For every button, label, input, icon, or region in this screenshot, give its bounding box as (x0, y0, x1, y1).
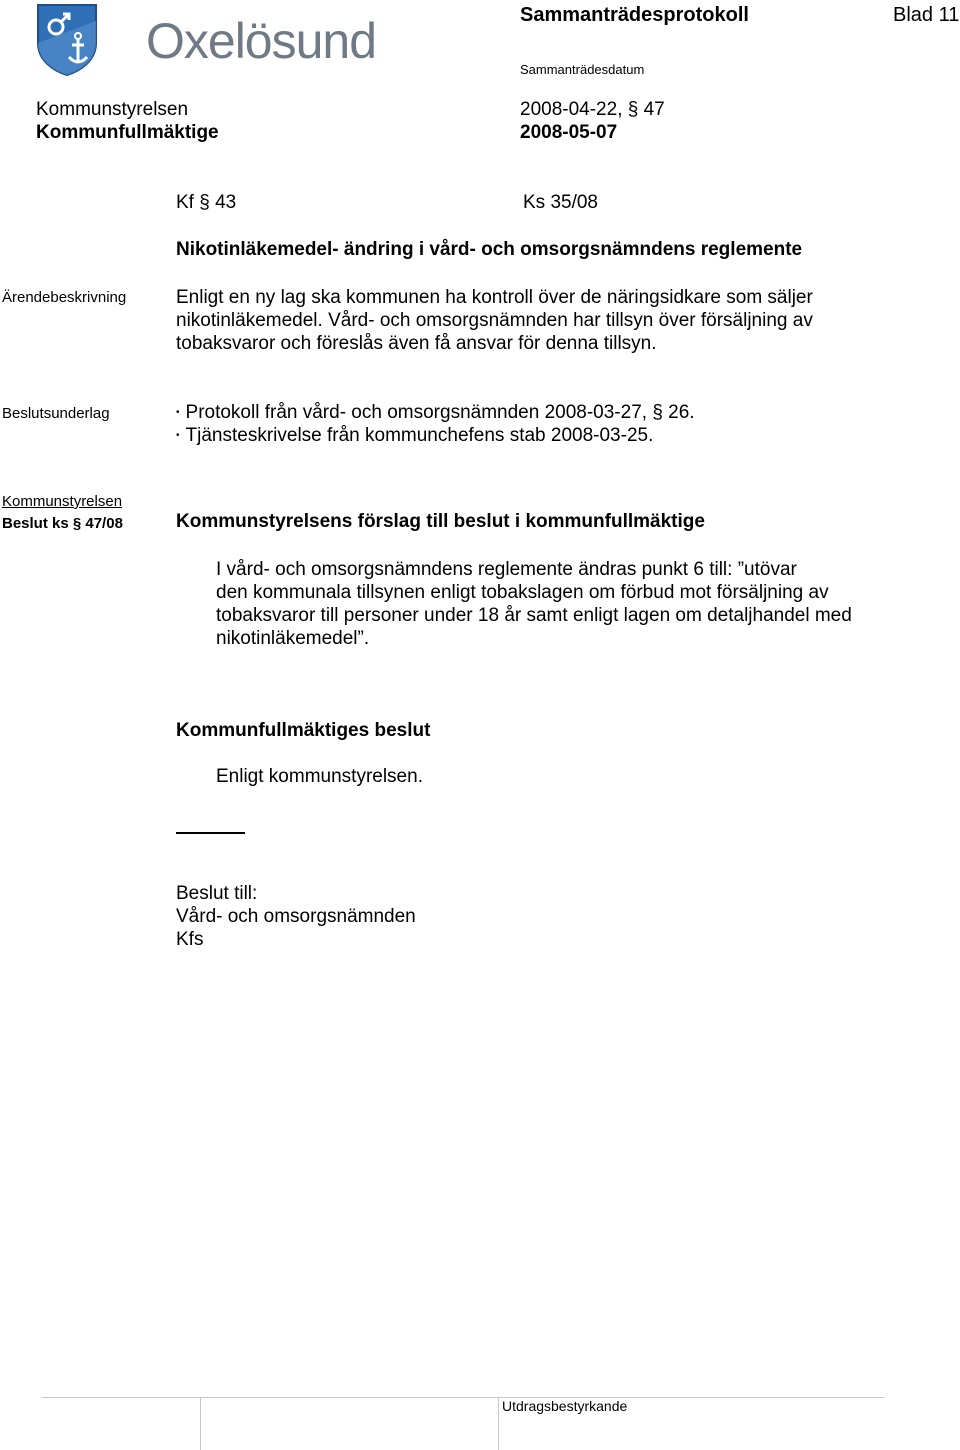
distribution-line: Vård- och omsorgsnämnden (176, 906, 416, 927)
divider (176, 832, 245, 834)
footer-rule (42, 1397, 884, 1398)
description-line: nikotinläkemedel. Vård- och omsorgsnämnden har tillsyn över försäljning av (176, 310, 813, 331)
footer-divider (498, 1397, 499, 1450)
description-text (176, 286, 813, 355)
ks-decision-text (216, 558, 852, 650)
description-line: Enligt en ny lag ska kommunen ha kontroll över de näringsidkare som säljer (176, 287, 813, 308)
logo-wordmark: Oxelösund (146, 13, 377, 69)
body-kommunstyrelsen: Kommunstyrelsen (36, 99, 189, 120)
certification-label: Utdragsbestyrkande (502, 1398, 628, 1414)
kf-decision-heading: Kommunfullmäktiges beslut (176, 720, 431, 741)
kf-reference: Kf § 43 (176, 192, 237, 213)
ks-decision-number: Beslut ks § 47/08 (2, 515, 123, 532)
body-kommunstyrelsen-date: 2008-04-22, § 47 (520, 99, 665, 120)
case-heading: Nikotinläkemedel- ändring i vård- och omsorgsnämndens reglemente (176, 239, 803, 260)
page-number: Blad 11 (893, 4, 960, 26)
description-label: Ärendebeskrivning (2, 289, 127, 306)
distribution-line: Beslut till: (176, 883, 258, 904)
coat-of-arms-icon (36, 3, 98, 77)
basis-label: Beslutsunderlag (2, 405, 110, 422)
distribution-list (176, 882, 416, 951)
description-line: tobaksvaror och föreslås även få ansvar för denna tillsyn. (176, 333, 657, 354)
kf-decision-text: Enligt kommunstyrelsen. (216, 766, 423, 787)
decision-line: nikotinläkemedel”. (216, 628, 370, 649)
oxelosund-logo (36, 3, 377, 79)
meeting-date-label: Sammanträdesdatum (520, 62, 645, 77)
decision-line: den kommunala tillsynen enligt tobakslagen om förbud mot försäljning av (216, 582, 829, 603)
list-item: • Tjänsteskrivelse från kommunchefens stab 2008-03-25. (176, 425, 654, 446)
body-kommunfullmaktige: Kommunfullmäktige (36, 122, 219, 143)
footer-divider (200, 1397, 201, 1450)
ks-reference: Ks 35/08 (523, 192, 598, 213)
bullet-icon: • (176, 430, 180, 441)
decision-line: I vård- och omsorgsnämndens reglemente ändras punkt 6 till: ”utövar (216, 559, 797, 580)
distribution-line: Kfs (176, 929, 204, 950)
document-title: Sammanträdesprotokoll (520, 4, 749, 26)
list-item: • Protokoll från vård- och omsorgsnämnden 2008-03-27, § 26. (176, 402, 695, 423)
body-kommunfullmaktige-date: 2008-05-07 (520, 122, 618, 143)
basis-list (176, 401, 695, 447)
ks-decision-label: Kommunstyrelsen (2, 493, 123, 510)
bullet-icon: • (176, 407, 180, 418)
ks-decision-heading: Kommunstyrelsens förslag till beslut i kommunfullmäktige (176, 511, 705, 532)
decision-line: tobaksvaror till personer under 18 år samt enligt lagen om detaljhandel med (216, 605, 852, 626)
